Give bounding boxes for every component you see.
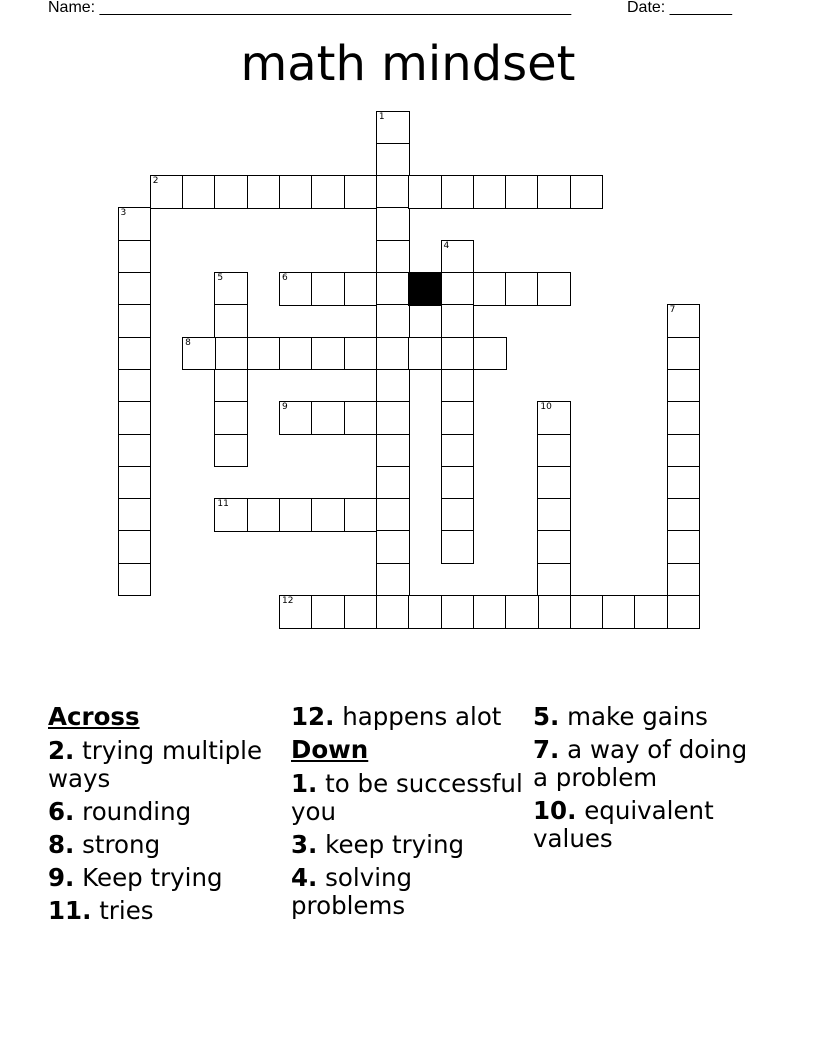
grid-cell[interactable]	[441, 401, 475, 435]
grid-cell[interactable]	[344, 595, 378, 629]
grid-cell[interactable]	[214, 175, 248, 209]
grid-cell[interactable]	[118, 272, 152, 306]
clue-text: rounding	[82, 797, 192, 826]
grid-cell[interactable]	[441, 369, 475, 403]
grid-cell[interactable]	[118, 530, 152, 564]
clues-column-2	[291, 703, 527, 925]
grid-cell[interactable]	[118, 304, 152, 338]
grid-cell[interactable]	[118, 466, 152, 500]
grid-cell[interactable]	[214, 337, 248, 371]
across-clue	[48, 737, 284, 793]
grid-cell[interactable]	[118, 240, 152, 274]
grid-cell[interactable]	[667, 595, 701, 629]
grid-cell[interactable]	[214, 369, 248, 403]
down-clue	[291, 770, 527, 826]
grid-cell[interactable]	[214, 401, 248, 435]
grid-cell[interactable]	[667, 304, 701, 338]
grid-cell[interactable]	[667, 498, 701, 532]
page-title: math mindset	[240, 36, 576, 92]
clue-number: 6.	[48, 797, 75, 826]
grid-cell[interactable]	[311, 498, 345, 532]
clue-number-label: 12	[282, 596, 294, 606]
grid-cell[interactable]	[441, 466, 475, 500]
date-field-label: Date: _______	[627, 0, 732, 16]
grid-cell[interactable]	[118, 369, 152, 403]
clue-number: 4.	[291, 863, 318, 892]
clue-number-label: 3	[120, 208, 127, 219]
clue-number: 8.	[48, 830, 75, 859]
clue-text: to be successful you	[291, 769, 523, 826]
grid-cell[interactable]	[667, 401, 701, 435]
grid-cell[interactable]	[311, 595, 345, 629]
grid-cell[interactable]	[376, 111, 410, 145]
grid-cell[interactable]	[376, 595, 410, 629]
grid-cell[interactable]	[376, 272, 410, 306]
down-clue	[533, 736, 769, 792]
name-field-label: Name: _____________________________________________________	[48, 0, 572, 16]
clue-text: equivalent values	[533, 796, 714, 853]
clue-text: happens alot	[342, 702, 502, 731]
grid-cell[interactable]	[376, 304, 410, 338]
grid-cell[interactable]	[667, 434, 701, 468]
grid-cell[interactable]	[344, 401, 378, 435]
grid-cell[interactable]	[570, 595, 604, 629]
grid-cell[interactable]	[537, 498, 571, 532]
grid-cell[interactable]	[473, 175, 507, 209]
grid-cell[interactable]	[667, 563, 701, 597]
clue-text: tries	[99, 896, 154, 925]
grid-cell[interactable]	[537, 563, 571, 597]
grid-cell[interactable]	[537, 175, 571, 209]
grid-cell[interactable]	[214, 434, 248, 468]
clue-text: keep trying	[325, 830, 465, 859]
grid-cell[interactable]	[537, 466, 571, 500]
clue-number: 5.	[533, 702, 560, 731]
clue-number-label: 6	[282, 273, 288, 283]
grid-cell[interactable]	[182, 175, 216, 209]
grid-cell[interactable]	[376, 434, 410, 468]
clues-column-3	[533, 703, 769, 858]
grid-cell[interactable]	[441, 498, 475, 532]
grid-cell[interactable]	[441, 530, 475, 564]
grid-cell[interactable]	[505, 175, 539, 209]
grid-cell[interactable]	[376, 207, 410, 241]
grid-cell[interactable]	[408, 175, 442, 209]
grid-cell[interactable]	[473, 272, 507, 306]
grid-cell[interactable]	[473, 595, 507, 629]
grid-cell[interactable]	[214, 272, 248, 306]
grid-cell[interactable]	[667, 337, 701, 371]
down-clue	[291, 831, 527, 859]
grid-cell[interactable]	[505, 595, 539, 629]
grid-cell[interactable]	[118, 434, 152, 468]
clue-number-label: 4	[443, 240, 450, 251]
grid-cell[interactable]	[667, 530, 701, 564]
grid-cell[interactable]	[667, 369, 701, 403]
grid-cell[interactable]	[441, 240, 475, 274]
grid-cell[interactable]	[376, 240, 410, 274]
clue-number-label: 10	[540, 402, 552, 413]
grid-cell[interactable]	[344, 337, 378, 371]
clue-number: 12.	[291, 702, 335, 731]
grid-cell[interactable]	[408, 337, 442, 371]
clue-text: solving problems	[291, 863, 413, 920]
grid-cell[interactable]	[441, 595, 475, 629]
grid-cell[interactable]	[311, 401, 345, 435]
grid-cell[interactable]	[376, 175, 410, 209]
grid-cell[interactable]	[182, 337, 216, 371]
grid-cell[interactable]	[118, 401, 152, 435]
grid-cell[interactable]	[279, 498, 313, 532]
grid-black-cell	[408, 272, 442, 306]
grid-cell[interactable]	[473, 337, 507, 371]
clue-text: Keep trying	[82, 863, 223, 892]
grid-cell[interactable]	[344, 175, 378, 209]
grid-cell[interactable]	[441, 434, 475, 468]
grid-cell[interactable]	[279, 401, 313, 435]
grid-cell[interactable]	[634, 595, 668, 629]
clue-number-label: 5	[217, 273, 224, 283]
grid-cell[interactable]	[311, 175, 345, 209]
grid-cell[interactable]	[537, 595, 571, 629]
clue-text: a way of doing a problem	[533, 735, 748, 792]
grid-cell[interactable]	[247, 175, 281, 209]
grid-cell[interactable]	[247, 337, 281, 371]
clue-number-label: 2	[152, 176, 159, 187]
clues-column-1	[48, 703, 284, 930]
clue-text: make gains	[567, 702, 708, 731]
across-clue	[48, 864, 284, 892]
grid-cell[interactable]	[376, 143, 410, 177]
grid-cell[interactable]	[344, 272, 378, 306]
grid-cell[interactable]	[376, 401, 410, 435]
grid-cell[interactable]	[118, 337, 152, 371]
clue-text: trying multiple ways	[48, 736, 263, 793]
grid-cell[interactable]	[279, 175, 313, 209]
clue-number-label: 9	[282, 402, 288, 413]
grid-cell[interactable]	[311, 272, 345, 306]
across-clue	[48, 897, 284, 925]
grid-cell[interactable]	[441, 272, 475, 306]
clue-number-label: 8	[185, 337, 191, 348]
grid-cell[interactable]	[214, 304, 248, 338]
across-clue	[48, 798, 284, 826]
across-clue	[48, 831, 284, 859]
grid-cell[interactable]	[344, 498, 378, 532]
clue-number-label: 7	[669, 305, 676, 316]
grid-cell[interactable]	[602, 595, 636, 629]
grid-cell[interactable]	[118, 498, 152, 532]
grid-cell[interactable]	[311, 337, 345, 371]
clue-number: 11.	[48, 896, 92, 925]
grid-cell[interactable]	[376, 563, 410, 597]
clue-number: 1.	[291, 769, 318, 798]
clue-text: strong	[82, 830, 161, 859]
clue-number: 3.	[291, 830, 318, 859]
clue-number: 2.	[48, 736, 75, 765]
grid-cell[interactable]	[376, 466, 410, 500]
grid-cell[interactable]	[376, 498, 410, 532]
down-clue	[533, 797, 769, 853]
grid-cell[interactable]	[667, 466, 701, 500]
grid-cell[interactable]	[441, 175, 475, 209]
grid-cell[interactable]	[441, 337, 475, 371]
clue-number-label: 1	[378, 111, 385, 122]
grid-cell[interactable]	[537, 401, 571, 435]
grid-cell[interactable]	[570, 175, 604, 209]
grid-cell[interactable]	[537, 434, 571, 468]
down-clue	[533, 703, 769, 731]
down-heading: Down	[291, 735, 369, 764]
grid-cell[interactable]	[537, 530, 571, 564]
grid-cell[interactable]	[118, 563, 152, 597]
grid-cell[interactable]	[150, 175, 184, 209]
grid-cell[interactable]	[537, 272, 571, 306]
grid-cell[interactable]	[408, 595, 442, 629]
across-clue	[291, 703, 527, 731]
grid-cell[interactable]	[441, 304, 475, 338]
grid-cell[interactable]	[279, 337, 313, 371]
grid-cell[interactable]	[279, 595, 313, 629]
grid-cell[interactable]	[505, 272, 539, 306]
grid-cell[interactable]	[214, 498, 248, 532]
across-heading: Across	[48, 702, 140, 731]
grid-cell[interactable]	[118, 207, 152, 241]
grid-cell[interactable]	[376, 369, 410, 403]
clue-number: 10.	[533, 796, 577, 825]
grid-cell[interactable]	[376, 530, 410, 564]
grid-cell[interactable]	[376, 337, 410, 371]
clue-number: 7.	[533, 735, 560, 764]
grid-cell[interactable]	[279, 272, 313, 306]
clue-number-label: 11	[217, 499, 229, 510]
grid-cell[interactable]	[247, 498, 281, 532]
down-clue	[291, 864, 527, 920]
clue-number: 9.	[48, 863, 75, 892]
